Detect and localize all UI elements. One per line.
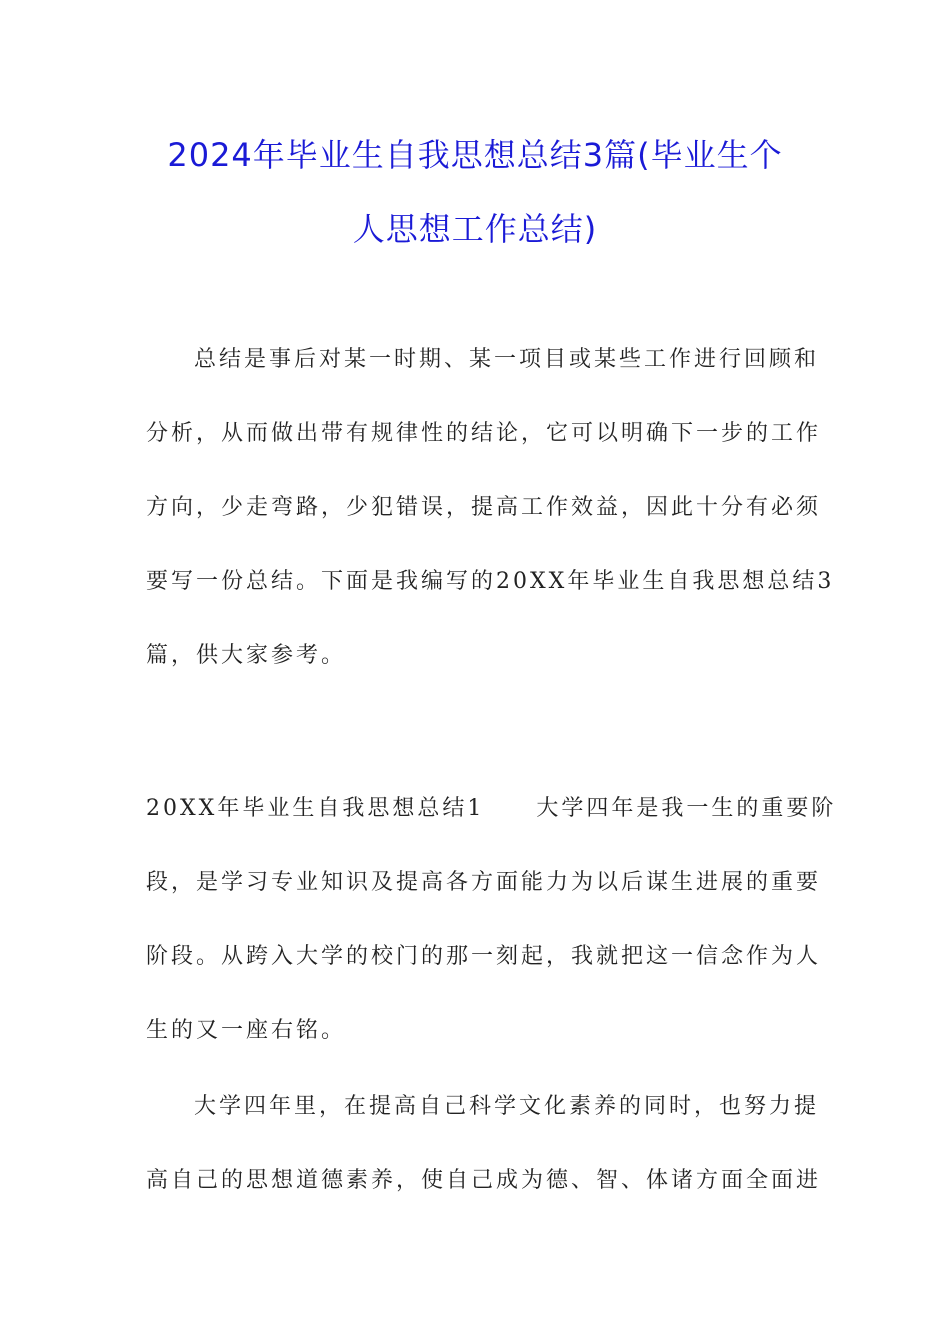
section-1-paragraph xyxy=(146,772,837,1068)
paragraph-line: 段，是学习专业知识及提高各方面能力为以后谋生进展的重要 xyxy=(146,870,822,895)
paragraph-line: 要写一份总结。下面是我编写的20XX年毕业生自我思想总结3 xyxy=(146,569,835,594)
section-1-first-text: 大学四年是我一生的重要阶 xyxy=(536,796,837,821)
paragraph-line: 篇，供大家参考。 xyxy=(146,643,347,668)
paragraph-line: 大学四年里，在提高自己科学文化素养的同时，也努力提 xyxy=(194,1094,820,1119)
title-line-1: 2024年毕业生自我思想总结3篇(毕业生个 xyxy=(167,136,783,174)
paragraph-2 xyxy=(146,1070,822,1218)
intro-paragraph xyxy=(146,323,835,693)
paragraph-line: 高自己的思想道德素养，使自己成为德、智、体诸方面全面进 xyxy=(146,1168,822,1193)
paragraph-line: 总结是事后对某一时期、某一项目或某些工作进行回顾和 xyxy=(194,347,820,372)
paragraph-line: 方向，少走弯路，少犯错误，提高工作效益，因此十分有必须 xyxy=(146,495,822,520)
title-line-2: 人思想工作总结) xyxy=(352,210,598,248)
paragraph-line: 阶段。从跨入大学的校门的那一刻起，我就把这一信念作为人 xyxy=(146,944,822,969)
section-1-first-line xyxy=(146,772,837,846)
document-title xyxy=(60,118,890,266)
section-1-heading: 20XX年毕业生自我思想总结1 xyxy=(146,796,485,821)
paragraph-line: 分析，从而做出带有规律性的结论，它可以明确下一步的工作 xyxy=(146,421,822,446)
paragraph-line: 生的又一座右铭。 xyxy=(146,1018,347,1043)
